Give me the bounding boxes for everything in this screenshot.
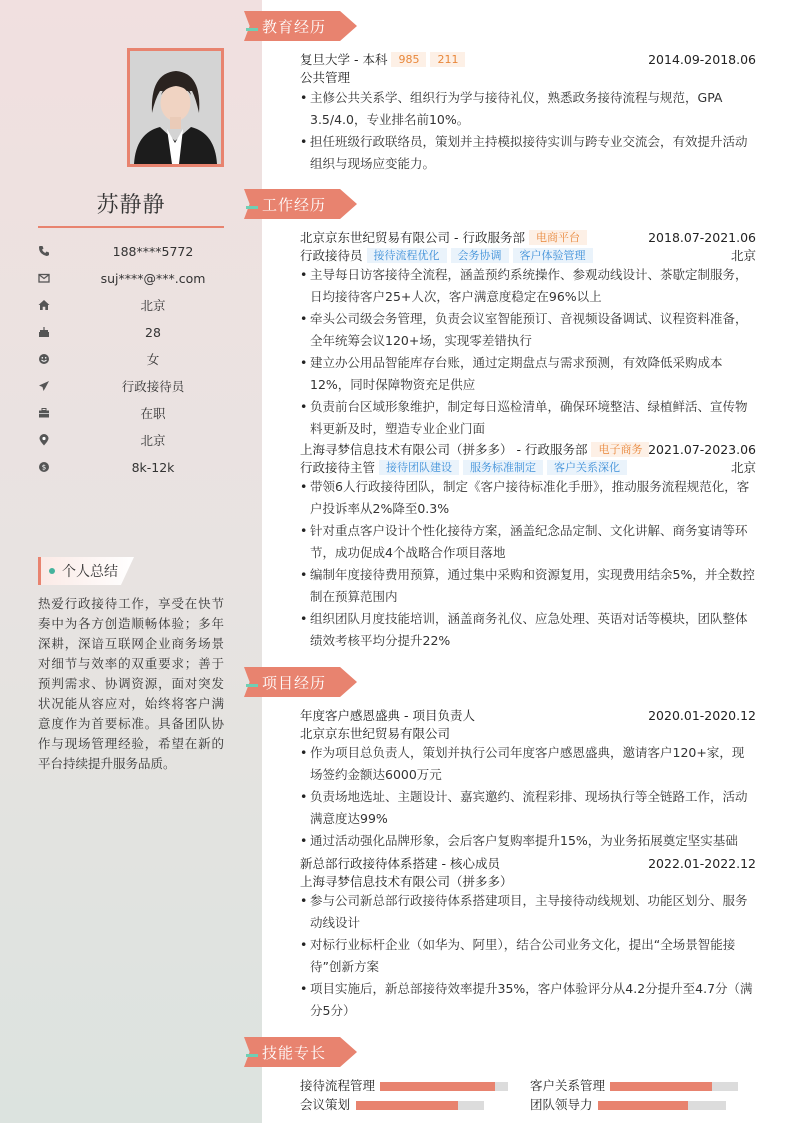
list-item: • 负责场地选址、主题设计、嘉宾邀约、流程彩排、现场执行等全链路工作，活动满意度达99% bbox=[300, 786, 756, 830]
age-text: 28 bbox=[145, 325, 161, 340]
residence-text: 北京 bbox=[140, 298, 166, 313]
info-status bbox=[38, 404, 224, 424]
company-name: 北京京东世纪贸易有限公司 - 行政服务部 bbox=[300, 230, 525, 245]
project-header bbox=[300, 856, 756, 872]
work-city: 北京 bbox=[730, 460, 756, 475]
section-title: 工作经历 bbox=[262, 196, 327, 214]
skill-bar bbox=[380, 1082, 508, 1091]
list-item: • 项目实施后，新总部接待效率提升35%，客户体验评分从4.2分提升至4.7分（满分5分） bbox=[300, 978, 756, 1022]
skill-item bbox=[300, 1078, 510, 1094]
list-item: • 主修公共关系学、组织行为学与接待礼仪，熟悉政务接待流程与规范，GPA 3.5/4.0，专业排名前10%。 bbox=[300, 87, 756, 131]
list-item: • 参与公司新总部行政接待体系搭建项目，主导接待动线规划、功能区划分、服务动线设计 bbox=[300, 890, 756, 934]
list-item: • 带领6人行政接待团队，制定《客户接待标准化手册》，推动服务流程规范化，客户投诉率从2%降至0.3% bbox=[300, 476, 756, 520]
company-name: 上海寻梦信息技术有限公司（拼多多） bbox=[300, 874, 513, 889]
email-text: suj****@***.com bbox=[100, 271, 206, 286]
work-city: 北京 bbox=[730, 248, 756, 263]
section-header-work bbox=[244, 189, 357, 219]
work-header bbox=[300, 230, 756, 246]
school-tag: 211 bbox=[430, 52, 465, 67]
project-period: 2020.01-2020.12 bbox=[648, 708, 756, 723]
project-company bbox=[300, 874, 756, 890]
skill-item bbox=[530, 1097, 728, 1113]
arrow-mark-icon bbox=[246, 684, 258, 687]
skill-fill bbox=[610, 1082, 712, 1091]
list-item: • 编制年度接待费用预算，通过集中采购和资源复用，实现费用结余5%，并全数控制在预算范围内 bbox=[300, 564, 756, 608]
list-item: • 组织团队月度技能培训，涵盖商务礼仪、应急处理、英语对话等模块，团队整体绩效考核平均分提升22% bbox=[300, 608, 756, 652]
svg-text:$: $ bbox=[41, 463, 47, 472]
work-period: 2018.07-2021.06 bbox=[648, 230, 756, 245]
briefcase-icon bbox=[38, 407, 50, 419]
list-item: • 针对重点客户设计个性化接待方案，涵盖纪念品定制、文化讲解、商务宴请等环节，成功促成4个战略合作项目落地 bbox=[300, 520, 756, 564]
skill-tag: 会务协调 bbox=[451, 248, 509, 263]
project-company bbox=[300, 726, 756, 742]
summary-title: 个人总结 bbox=[62, 564, 118, 580]
skill-name: 接待流程管理 bbox=[300, 1078, 376, 1093]
work-role-row bbox=[300, 248, 756, 264]
arrow-mark-icon bbox=[246, 1054, 258, 1057]
role-text: 行政接待主管 bbox=[300, 460, 376, 475]
skill-item bbox=[300, 1097, 486, 1113]
skill-tag: 接待流程优化 bbox=[367, 248, 447, 263]
skill-item bbox=[530, 1078, 740, 1094]
project-period: 2022.01-2022.12 bbox=[648, 856, 756, 871]
work-header bbox=[300, 442, 756, 458]
section-title: 项目经历 bbox=[262, 674, 327, 692]
list-item: • 负责前台区域形象维护，制定每日巡检清单，确保环境整洁、绿植鲜活、宣传物料更新及时，塑造专业企业门面 bbox=[300, 396, 756, 440]
major-text: 公共管理 bbox=[300, 70, 351, 85]
skill-tag: 服务标准制定 bbox=[463, 460, 543, 475]
skill-bar bbox=[598, 1101, 726, 1110]
info-residence bbox=[38, 296, 224, 316]
section-header-skills bbox=[244, 1037, 357, 1067]
company-name: 北京京东世纪贸易有限公司 bbox=[300, 726, 451, 741]
section-title: 技能专长 bbox=[262, 1044, 327, 1062]
school-tag: 985 bbox=[391, 52, 426, 67]
work-period: 2021.07-2023.06 bbox=[648, 442, 756, 457]
info-email bbox=[38, 269, 224, 289]
list-item: • 担任班级行政联络员，策划并主持模拟接待实训与跨专业交流会，有效提升活动组织与现场应变能力。 bbox=[300, 131, 756, 175]
project-name: 新总部行政接待体系搭建 - 核心成员 bbox=[300, 856, 500, 871]
phone-icon bbox=[38, 245, 50, 257]
mail-icon bbox=[38, 272, 50, 284]
smile-icon bbox=[38, 353, 50, 365]
skill-name: 客户关系管理 bbox=[530, 1078, 606, 1093]
industry-tag: 电商平台 bbox=[529, 230, 587, 245]
candidate-name: 苏静静 bbox=[96, 193, 166, 218]
skill-tag: 客户关系深化 bbox=[547, 460, 627, 475]
project-header bbox=[300, 708, 756, 724]
info-city bbox=[38, 431, 224, 451]
education-major bbox=[300, 70, 756, 86]
list-item: • 作为项目总负责人，策划并执行公司年度客户感恩盛典，邀请客户120+家，现场签约金额达6000万元 bbox=[300, 742, 756, 786]
cake-icon bbox=[38, 326, 50, 338]
home-icon bbox=[38, 299, 50, 311]
list-item: • 牵头公司级会务管理，负责会议室智能预订、音视频设备调试、议程资料准备，全年统筹会议120+场，实现零差错执行 bbox=[300, 308, 756, 352]
skill-name: 团队领导力 bbox=[530, 1097, 593, 1112]
arrow-mark-icon bbox=[246, 28, 258, 31]
skill-bar bbox=[356, 1101, 484, 1110]
summary-text: 热爱行政接待工作，享受在快节奏中为各方创造顺畅体验；多年深耕，深谙互联网企业商务场景对细节与效率的双重要求；善于预判需求、协调资源，面对突发状况能从容应对，始终将客户满意度作为首要标准。具备团队协作与现场管理经验，希望在新的平台持续提升服务品质。 bbox=[38, 596, 224, 771]
dot-icon bbox=[49, 568, 55, 574]
summary-header bbox=[38, 557, 134, 585]
portrait-image bbox=[130, 51, 221, 164]
skill-name: 会议策划 bbox=[300, 1097, 351, 1112]
section-header-education bbox=[244, 11, 357, 41]
location-icon bbox=[38, 434, 50, 446]
city-text: 北京 bbox=[140, 433, 166, 448]
education-period: 2014.09-2018.06 bbox=[648, 52, 756, 67]
salary-text: 8k-12k bbox=[131, 460, 175, 475]
status-text: 在职 bbox=[140, 406, 166, 421]
info-phone bbox=[38, 242, 224, 262]
info-age bbox=[38, 323, 224, 343]
list-item: • 主导每日访客接待全流程，涵盖预约系统操作、参观动线设计、茶歇定制服务，日均接待客户25+人次，客户满意度稳定在96%以上 bbox=[300, 264, 756, 308]
arrow-mark-icon bbox=[246, 206, 258, 209]
work-role-row bbox=[300, 460, 756, 476]
education-header bbox=[300, 52, 756, 68]
avatar bbox=[127, 48, 224, 167]
skill-fill bbox=[598, 1101, 688, 1110]
list-item: • 通过活动强化品牌形象，会后客户复购率提升15%，为业务拓展奠定坚实基础 bbox=[300, 830, 756, 852]
list-item: • 对标行业标杆企业（如华为、阿里），结合公司业务文化，提出“全场景智能接待”创新方案 bbox=[300, 934, 756, 978]
info-position bbox=[38, 377, 224, 397]
info-gender bbox=[38, 350, 224, 370]
info-salary bbox=[38, 458, 224, 478]
phone-text: 188****5772 bbox=[112, 244, 194, 259]
sidebar bbox=[0, 0, 262, 1123]
role-text: 行政接待员 bbox=[300, 248, 363, 263]
name-divider bbox=[38, 226, 224, 228]
gender-text: 女 bbox=[146, 352, 160, 367]
section-title: 教育经历 bbox=[262, 18, 327, 36]
money-icon bbox=[38, 461, 50, 473]
skill-bar bbox=[610, 1082, 738, 1091]
position-text: 行政接待员 bbox=[121, 379, 185, 394]
skill-tag: 接待团队建设 bbox=[379, 460, 459, 475]
company-name: 上海寻梦信息技术有限公司（拼多多） - 行政服务部 bbox=[300, 442, 588, 457]
skill-fill bbox=[380, 1082, 495, 1091]
send-icon bbox=[38, 380, 50, 392]
section-header-project bbox=[244, 667, 357, 697]
skill-fill bbox=[356, 1101, 458, 1110]
industry-tag: 电子商务 bbox=[591, 442, 649, 457]
skill-tag: 客户体验管理 bbox=[513, 248, 593, 263]
project-name: 年度客户感恩盛典 - 项目负责人 bbox=[300, 708, 475, 723]
list-item: • 建立办公用品智能库存台账，通过定期盘点与需求预测，有效降低采购成本12%，同时保障物资充足供应 bbox=[300, 352, 756, 396]
school-name: 复旦大学 - 本科 bbox=[300, 52, 388, 67]
